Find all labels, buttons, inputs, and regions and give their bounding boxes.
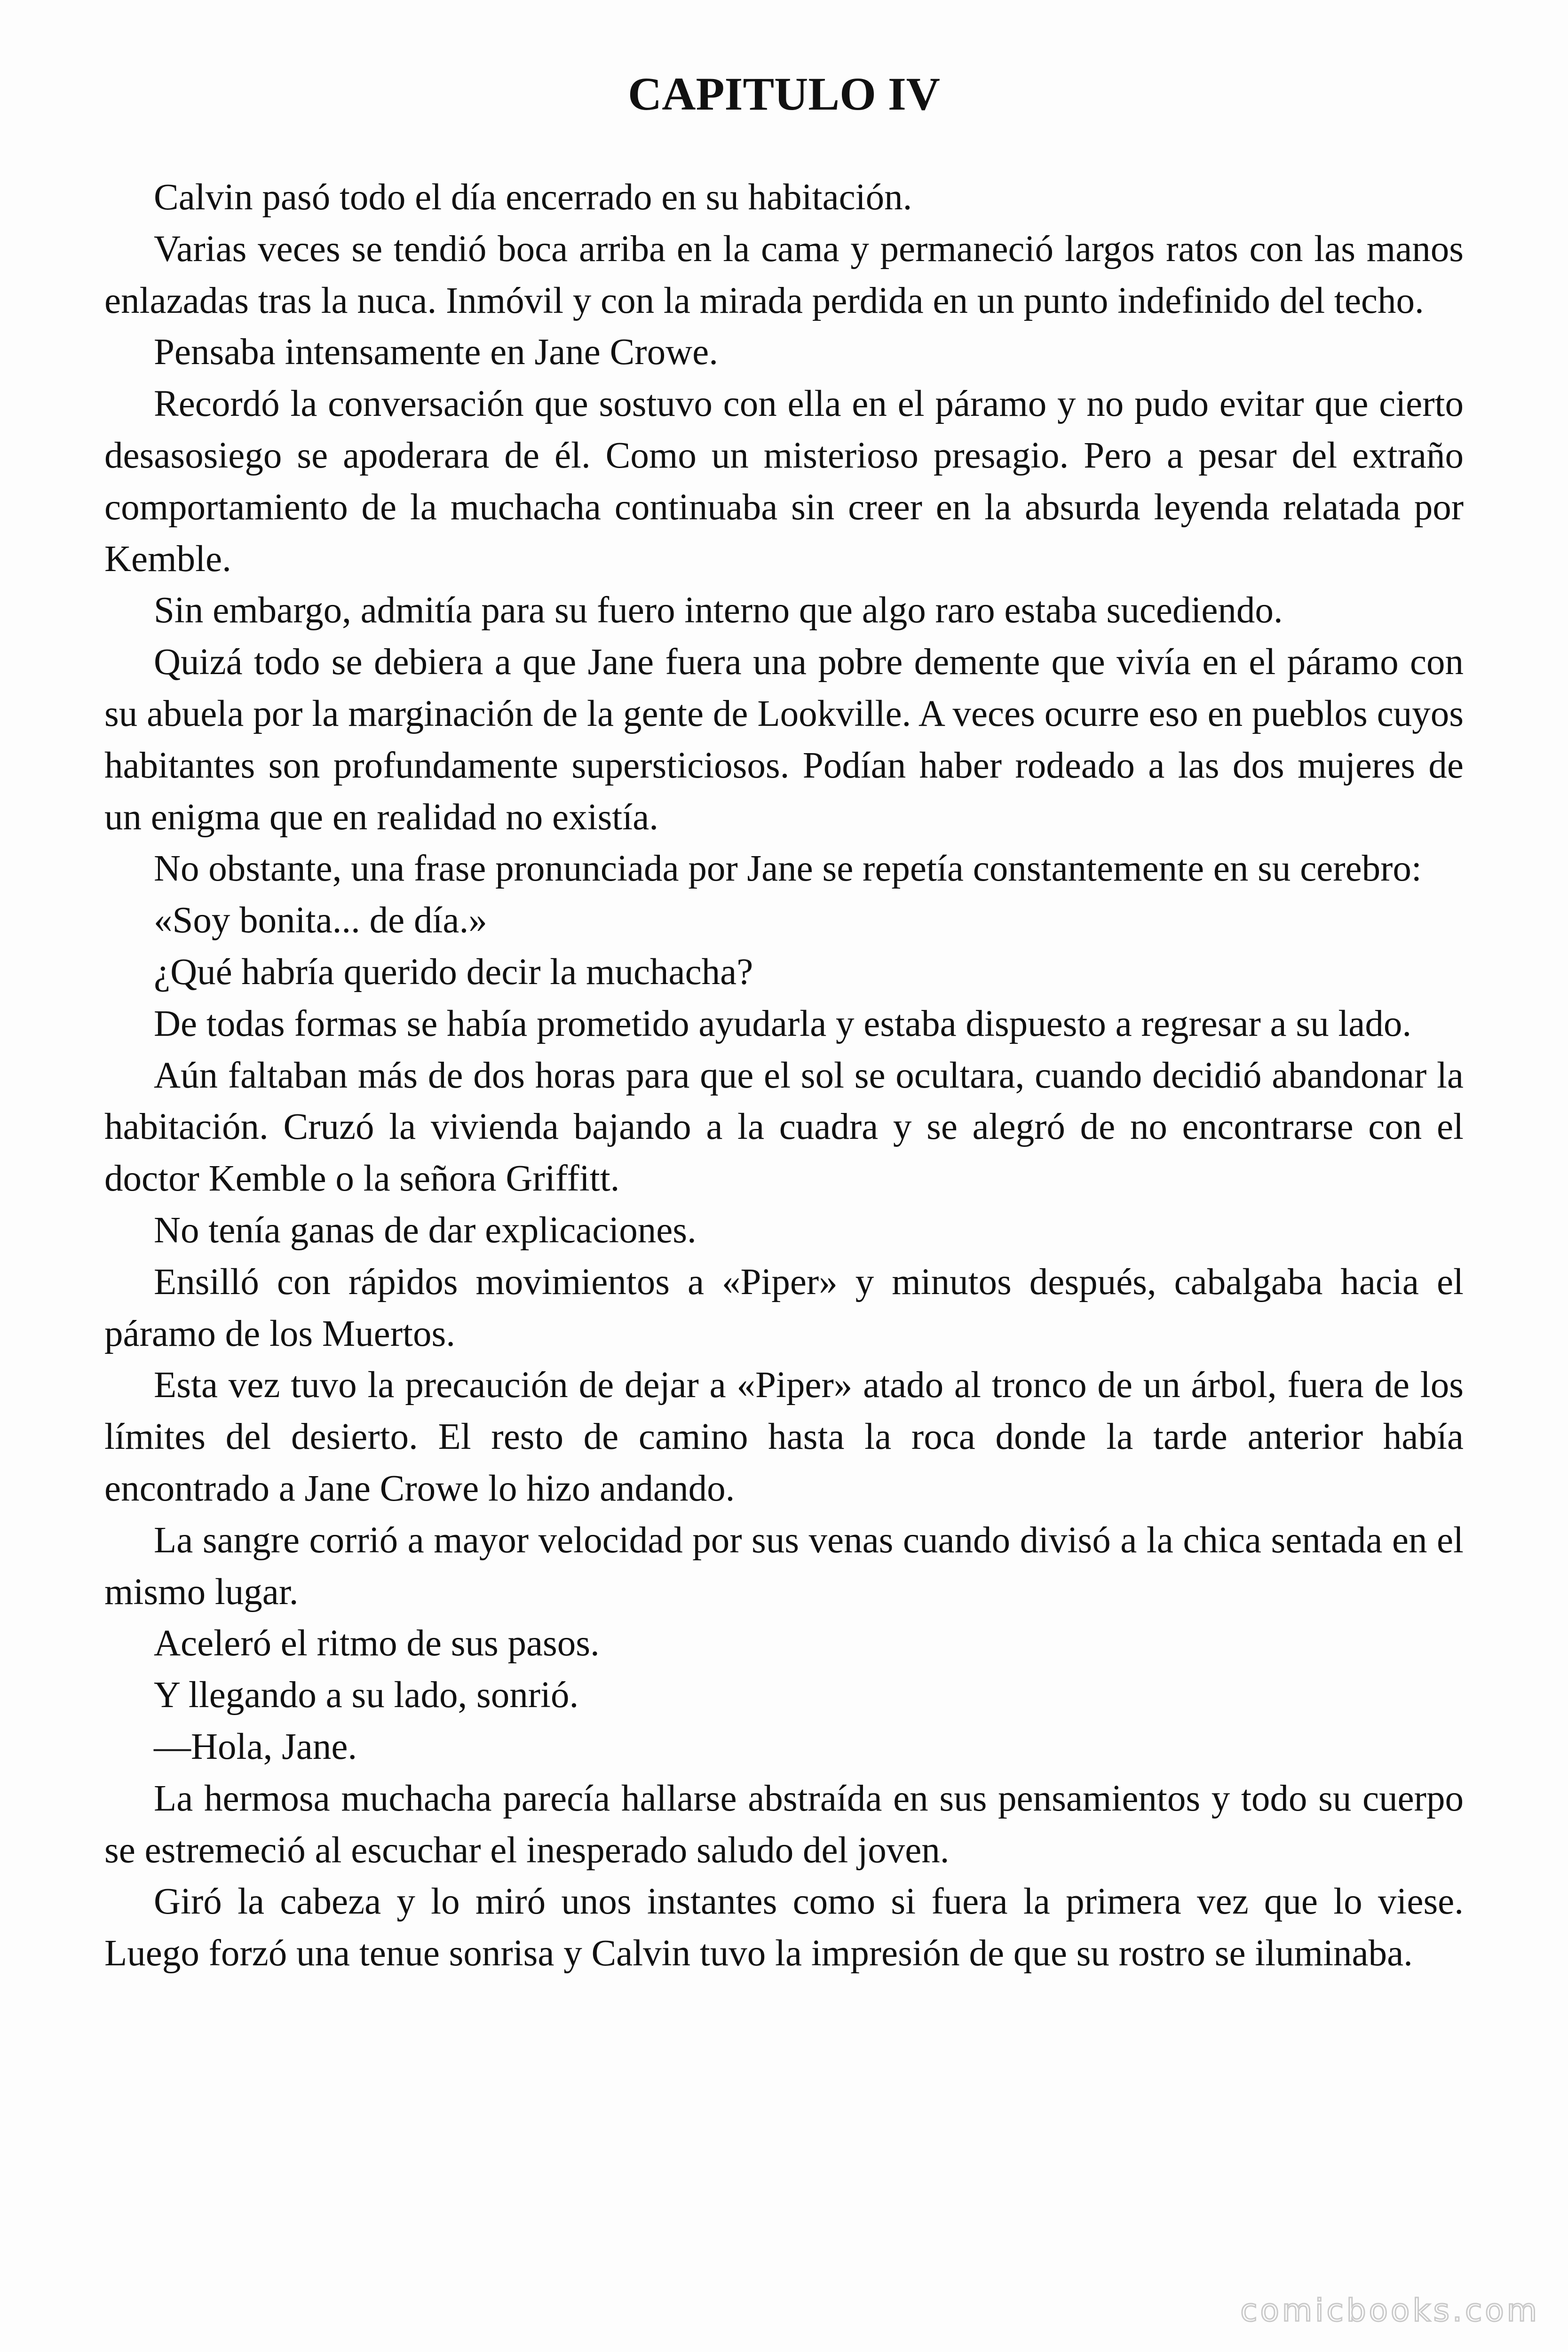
chapter-title: CAPITULO IV	[628, 68, 940, 120]
paragraph: Sin embargo, admitía para su fuero interno que algo raro estaba sucediendo.	[154, 590, 1283, 631]
paragraph: —Hola, Jane.	[154, 1726, 357, 1767]
paragraph: Varias veces se tendió boca arriba en la cama y permaneció largos ratos con las manos enlazadas tras la nuca. Inmóvil y con la mirada perdida en un punto indefinido del techo.	[104, 228, 1464, 321]
watermark: comicbooks.com	[1240, 2292, 1540, 2328]
paragraph: Calvin pasó todo el día encerrado en su habitación.	[154, 177, 912, 218]
paragraph: Y llegando a su lado, sonrió.	[154, 1675, 579, 1716]
paragraph: Quizá todo se debiera a que Jane fuera una pobre demente que vivía en el páramo con su abuela por la marginación de la gente de Lookville. A veces ocurre eso en pueblos cuyos habitantes son profundamente supersticiosos. Podían haber rodeado a las dos mujeres de un enigma que en realidad no existía.	[104, 642, 1464, 838]
paragraph: Giró la cabeza y lo miró unos instantes como si fuera la primera vez que lo viese. Luego forzó una tenue sonrisa y Calvin tuvo la impresión de que su rostro se iluminaba.	[104, 1881, 1464, 1974]
paragraph: ¿Qué habría querido decir la muchacha?	[154, 951, 753, 993]
paragraph: Esta vez tuvo la precaución de dejar a «Piper» atado al tronco de un árbol, fuera de los límites del desierto. El resto de camino hasta la roca donde la tarde anterior había encontrado a Jane Crowe lo hizo andando.	[104, 1365, 1464, 1509]
paragraph: Recordó la conversación que sostuvo con ella en el páramo y no pudo evitar que cierto desasosiego se apoderara de él. Como un misterioso presagio. Pero a pesar del extraño comportamiento de la muchacha continuaba sin creer en la absurda leyenda relatada por Kemble.	[104, 383, 1464, 580]
paragraph: No tenía ganas de dar explicaciones.	[154, 1209, 697, 1251]
paragraph: De todas formas se había prometido ayudarla y estaba dispuesto a regresar a su lado.	[154, 1003, 1412, 1044]
paragraph: «Soy bonita... de día.»	[154, 900, 487, 941]
paragraph: La hermosa muchacha parecía hallarse abstraída en sus pensamientos y todo su cuerpo se estremeció al escuchar el inesperado saludo del joven.	[104, 1778, 1464, 1871]
paragraph: Pensaba intensamente en Jane Crowe.	[154, 332, 718, 373]
paragraph: La sangre corrió a mayor velocidad por sus venas cuando divisó a la chica sentada en el mismo lugar.	[104, 1519, 1464, 1613]
paragraph: Aceleró el ritmo de sus pasos.	[154, 1623, 600, 1664]
chapter-text	[104, 172, 1464, 1979]
paragraph: Ensilló con rápidos movimientos a «Piper» y minutos después, cabalgaba hacia el páramo de los Muertos.	[104, 1261, 1464, 1354]
paragraph: No obstante, una frase pronunciada por Jane se repetía constantemente en su cerebro:	[154, 848, 1422, 890]
paragraph: Aún faltaban más de dos horas para que el sol se ocultara, cuando decidió abandonar la habitación. Cruzó la vivienda bajando a la cuadra y se alegró de no encontrarse con el doctor Kemble o la señora Griffitt.	[104, 1055, 1464, 1200]
